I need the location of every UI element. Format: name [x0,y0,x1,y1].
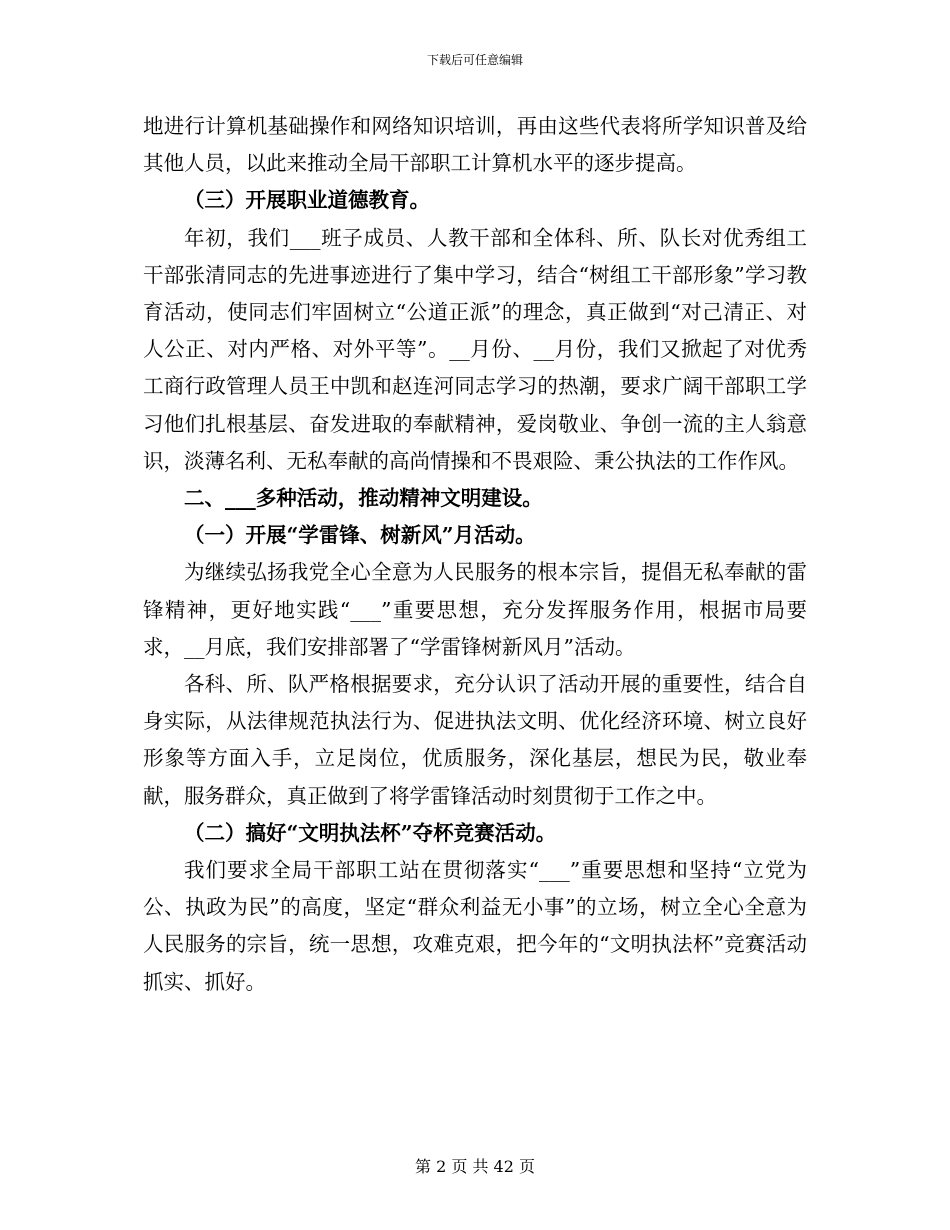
paragraph: 各科、所、队严格根据要求，充分认识了活动开展的重要性，结合自身实际，从法律规范执法行为、促进执法文明、优化经济环境、树立良好形象等方面入手，立足岗位，优质服务，深化基层，想民为民，敬业奉献，服务群众，真正做到了将学雷锋活动时刻贯彻于工作之中。 [143,672,807,808]
paragraph: 我们要求全局干部职工站在贯彻落实“___”重要思想和坚持“立党为公、执政为民”的高度，坚定“群众利益无小事”的立场，树立全心全意为人民服务的宗旨，统一思想，攻难克艰，把今年的“文明执法杯”竞赛活动抓实、抓好。 [143,858,807,994]
paragraph: 为继续弘扬我党全心全意为人民服务的根本宗旨，提倡无私奉献的雷锋精神，更好地实践“___”重要思想，充分发挥服务作用，根据市局要求，__月底，我们安排部署了“学雷锋树新风月”活动。 [143,560,807,659]
section-heading-2-1: （一）开展“学雷锋、树新风”月活动。 [184,523,536,548]
paragraph: 年初，我们___班子成员、人教干部和全体科、所、队长对优秀组工干部张清同志的先进事迹进行了集中学习，结合“树组工干部形象”学习教育活动，使同志们牢固树立“公道正派”的理念，真正做到“对己清正、对人公正、对内严格、对外平等”。__月份、__月份，我们又掀起了对优秀工商行政管理人员王中凯和赵连河同志学习的热潮，要求广阔干部职工学习他们扎根基层、奋发进取的奉献精神，爱岗敬业、争创一流的主人翁意识，淡薄名利、无私奉献的高尚情操和不畏艰险、秉公执法的工作作风。 [143,225,807,473]
section-heading-2: 二、___多种活动，推动精神文明建设。 [184,486,543,511]
section-heading-2-2: （二）搞好“文明执法杯”夺杯竞赛活动。 [184,820,557,845]
page-footer: 第 2 页 共 42 页 [415,1157,535,1176]
section-heading-3: （三）开展职业道德教育。 [184,188,430,213]
paragraph-continued: 地进行计算机基础操作和网络知识培训，再由这些代表将所学知识普及给其他人员，以此来推动全局干部职工计算机水平的逐步提高。 [143,114,807,176]
page-header: 下载后可任意编辑 [426,53,523,67]
document-body [143,108,807,1001]
